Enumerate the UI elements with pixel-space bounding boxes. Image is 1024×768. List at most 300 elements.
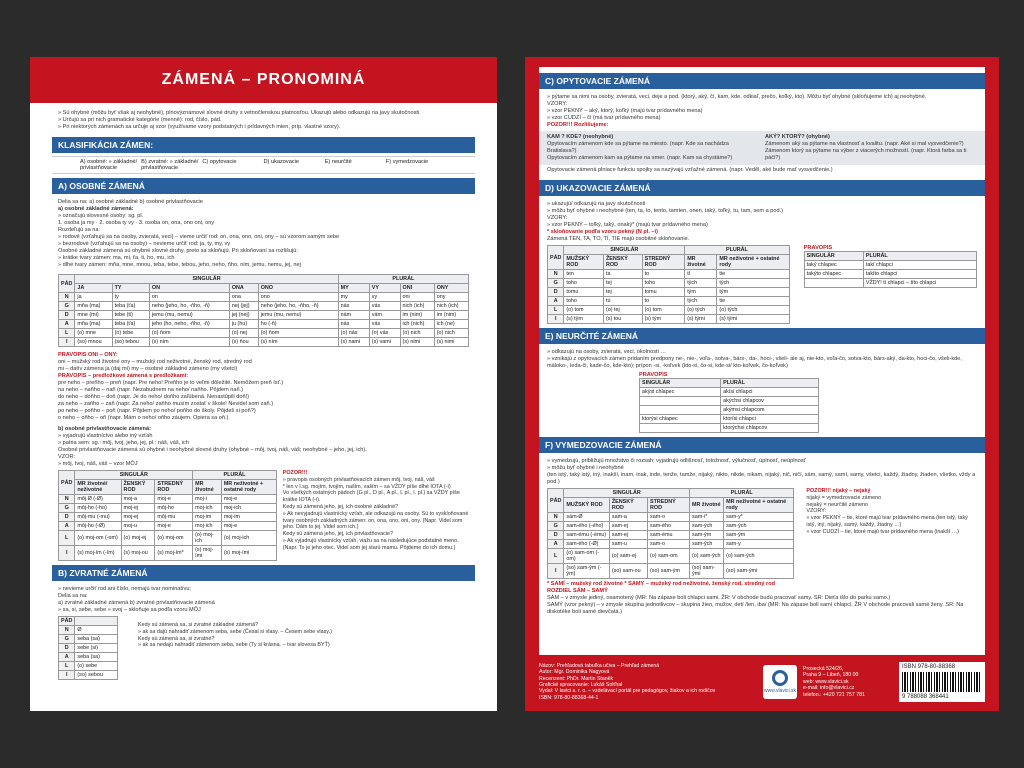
table-cell: on: [149, 293, 229, 302]
table-cell: sam-ej: [609, 522, 647, 531]
table-cell: (so) sam-ým: [648, 564, 690, 579]
table-cell: vy: [369, 293, 400, 302]
table-cell: jemu (mu, nemu): [149, 311, 229, 320]
ukazovacie-pravopis-table: [804, 251, 977, 288]
text-line: » označujú slovesné osoby: sg. pl.: [58, 213, 144, 219]
text-line: POZOR!!!: [282, 470, 308, 476]
text-line: » vzor CUDZÍ – čí (má tvar prídavného mena): [547, 115, 661, 121]
text-line: Zámená TEN, TA, TO, TÍ, TIE majú osobitné skloňovanie.: [547, 236, 690, 242]
section-heading-ukazovacie: D) UKAZOVACIE ZÁMENÁ: [539, 180, 985, 196]
table-cell: moj-e: [155, 495, 193, 504]
text-line: VZORY:: [547, 101, 568, 107]
table-cell: sam-y*: [724, 513, 794, 522]
text-line: Rozdeľujú sa na:: [58, 227, 101, 233]
table-cell: ta: [603, 270, 642, 279]
table-cell: tí: [685, 270, 717, 279]
group-header: PLURÁL: [685, 246, 789, 255]
header-cell: VY: [369, 284, 400, 293]
text-line: Praha 9 – Libeň, 180 00: [803, 672, 859, 679]
text-line: » môžu byť ohybné i neohybné: [547, 465, 624, 471]
opytovacie-body: [539, 92, 985, 131]
right-content: [539, 67, 985, 655]
table-row: [804, 270, 976, 279]
text-line: » ak sa dajú nahradiť zámenom seba, sebe (Česal si vlasy. – Česem sebe vlasy.): [138, 628, 332, 635]
header-cell: ONO: [258, 284, 338, 293]
text-line: » vzor CUDZÍ – tie, ktoré majú tvar prídavného mena (inakší …): [806, 528, 959, 535]
table-cell: sam-ých: [690, 522, 724, 531]
table-cell: ho (-ň): [258, 320, 338, 329]
header-cell: STREDNÝ ROD: [642, 255, 685, 270]
table-cell: sam-o: [648, 513, 690, 522]
text-line: nejaký = neurčité zámeno: [806, 501, 868, 508]
header-cell: MUŽSKÝ ROD: [564, 498, 610, 513]
table-cell: sam-i*: [690, 513, 724, 522]
text-line: a) zvratné základné zámená b) zvratné privlastňovacie zámená: [58, 600, 215, 606]
table-cell: ktorýsi chlapec: [640, 415, 721, 424]
ukazovacie-row: [539, 245, 985, 324]
compare-right: [765, 134, 977, 162]
case-cell: L: [548, 306, 564, 315]
left-page: [30, 57, 497, 711]
table-cell: moj-e: [155, 522, 193, 531]
vymedzovacie-side-notes: [800, 488, 977, 579]
table-cell: (o) sam-ej: [609, 549, 647, 564]
table-row: [548, 522, 794, 531]
table-cell: (o) moj-om (-om): [75, 531, 121, 546]
text-line: » vzor PEKNÝ – tie, ktoré majú tvar prídavného mena (ten istý, taký istý, iný, nijaký, samý, každý, žiadny …): [806, 515, 968, 528]
text-line: Opytovacím zámenom kde sa pýtame na miesto. (napr. Kde sa nachádza Bratislava?): [547, 141, 729, 154]
intro-line: » Určujú sa pri nich gramatické kategórie (menné): rod, číslo, pád.: [58, 117, 222, 123]
header-cell: PÁD: [548, 246, 564, 270]
table-cell: ona: [229, 293, 258, 302]
moj-declension-table: [58, 470, 277, 561]
table-cell: tých: [685, 297, 717, 306]
header-cell: MR životné: [690, 498, 724, 513]
table-cell: moj-ich: [221, 504, 276, 513]
table-cell: (o) sebe: [75, 662, 118, 671]
table-row: [59, 531, 277, 546]
table-cell: môj-ho (-ho): [75, 504, 121, 513]
barcode-icon: [902, 672, 982, 691]
case-cell: D: [59, 311, 75, 320]
text-line: VZORY:: [547, 215, 568, 221]
header-cell: ONI: [400, 284, 434, 293]
table-cell: (o) sam-ých: [724, 549, 794, 564]
table-cell: akýmsi chlapcom: [721, 406, 819, 415]
table-cell: akýsi chlapec: [640, 388, 721, 397]
text-line: o neho – oňho – oň (napr. Mám o neho/ oňho záujem. Opiera sa oň.): [58, 415, 229, 421]
text-line: b) osobné privlastňovacie zámená:: [58, 426, 151, 432]
table-cell: (o) vás: [369, 329, 400, 338]
text-line: mi – datív zámena ja (daj mi) my – osobné základné zámeno (my všetci): [58, 366, 238, 372]
logo-text: www.vlavici.sk: [764, 687, 796, 694]
table-cell: I: [59, 671, 75, 680]
table-row: [640, 415, 819, 424]
table-cell: (o) tebe: [112, 329, 149, 338]
header-cell: SINGULÁR: [804, 252, 863, 261]
text-line: KAM ? KDE? (neohybné): [547, 134, 614, 140]
table-row: [548, 513, 794, 522]
text-line: Zámenom ktorý sa pýtame na výber z viacerých možností. (napr. Ktorá farba sa ti páči?): [765, 148, 967, 161]
classification-heading: KLASIFIKÁCIA ZÁMEN:: [52, 137, 475, 153]
page-title: ZÁMENÁ – PRONOMINÁ: [30, 57, 497, 103]
text-line: Delia sa na: a) osobné základné b) osobné privlastňovacie: [58, 199, 203, 205]
header-cell: PÁD: [59, 471, 75, 495]
table-cell: (so) sebou: [75, 671, 118, 680]
header-cell: MR neživotné + ostatné rody: [717, 255, 789, 270]
table-row: [59, 644, 118, 653]
table-cell: (o) mne: [75, 329, 112, 338]
table-cell: neho (jeho, ho, -ňho, -ň): [149, 302, 229, 311]
text-line: Vydal: V lavici s. r. o. – vzdelávací portál pre pedagógov, žiakov a ich rodičov: [539, 688, 716, 695]
table-cell: toho: [564, 297, 604, 306]
text-line: ISBN: 978-80-88368-44-1: [539, 694, 599, 701]
text-line: e-mail: info@vlavici.cz: [803, 685, 855, 692]
table-cell: (o) sam-om (-om): [564, 549, 610, 564]
zvratne-table: [58, 616, 118, 680]
table-cell: ty: [112, 293, 149, 302]
table-cell: akýchsi chlapcov: [721, 397, 819, 406]
table-cell: A: [59, 653, 75, 662]
text-line: * skloňovanie podľa vzoru pekný (N pl. –í): [547, 229, 658, 235]
case-cell: I: [59, 546, 75, 561]
text-line: » patria sem: sg.: môj, tvoj, jeho, jej, pl.: náš, váš, ich: [58, 440, 189, 446]
group-header: SINGULÁR: [564, 489, 690, 498]
table-cell: môj-ho (-Ø): [75, 522, 121, 531]
table-cell: jej (nej): [229, 311, 258, 320]
text-line: Prosecká 524/26,: [803, 665, 844, 672]
table-row: [548, 531, 794, 540]
pozor-notes: [283, 470, 473, 561]
table-cell: L: [59, 662, 75, 671]
privlastnovacie-body: [30, 424, 497, 470]
opytovacie-closing: Opytovacie zámená plniace funkciu spojky sa nazývajú vzťažné zámená. (napr. Veděl, aké bude mať vysvedčenie.): [547, 167, 833, 173]
table-cell: jemu (mu, nemu): [258, 311, 338, 320]
header-cell: PLURÁL: [863, 252, 976, 261]
table-row: [548, 315, 790, 324]
table-cell: moj-ich: [193, 504, 222, 513]
table-cell: G: [59, 635, 75, 644]
table-cell: (o) moj-ej: [121, 531, 155, 546]
text-line: » vzor PEKNÝ – aký, ktorý, koľký (majú tvar prídavného mena): [547, 108, 703, 114]
table-cell: tých: [685, 279, 717, 288]
table-cell: (o) nej: [229, 329, 258, 338]
text-line: VZOR:: [58, 454, 76, 460]
table-cell: (o) tom: [642, 306, 685, 315]
group-header: PLURÁL: [338, 275, 468, 284]
group-header: PLURÁL: [193, 471, 277, 480]
table-cell: toho: [564, 279, 604, 288]
table-cell: (s) tým: [564, 315, 604, 324]
classification-item: C) opytovacie: [202, 159, 237, 165]
text-line: Recenzent: PhDr. Martin Staněk: [539, 675, 614, 682]
text-line: po neho – poňho – poň (napr. Pôjdem po neho/ poňho do školy. Pôjdeš si poň?): [58, 408, 256, 414]
table-cell: (so) mnou: [75, 338, 112, 347]
text-line: » vzor PEKNÝ – toľký, taký, onaký* (majú tvar prídavného mena): [547, 222, 708, 228]
table-cell: (o) tých: [717, 306, 789, 315]
pravopis-oni-ony: [30, 350, 497, 424]
table-cell: tej: [603, 279, 642, 288]
case-cell: N: [59, 293, 75, 302]
table-cell: taký chlapec: [804, 261, 863, 270]
text-line: Kedy sú zámená sa, si zvratné?: [138, 635, 215, 642]
table-cell: ono: [258, 293, 338, 302]
classification-item: B) zvratné: » základné/ privlastňovacie: [141, 159, 199, 171]
table-cell: ja: [75, 293, 112, 302]
header-cell: ONA: [229, 284, 258, 293]
logo-icon: [772, 670, 788, 686]
table-cell: (o) tej: [603, 306, 642, 315]
table-row: [804, 261, 976, 270]
text-line: Vo všetkých ostatných pádoch (G pl., D pl., A pl., L pl., I. pl.) sa VŽDY píše krátke IOTA (-i).: [282, 490, 460, 504]
header-cell: STREDNÝ ROD: [648, 498, 690, 513]
table-cell: VŽDY! tí chlapci – títo chlapci: [863, 279, 976, 288]
table-cell: neho (jeho, ho, -ňho, -ň): [258, 302, 338, 311]
group-header: SINGULÁR: [75, 275, 338, 284]
text-line: Kedy sú zámená sa, si zvratné základné zámená?: [138, 622, 259, 628]
vymedzovacie-row: [539, 488, 985, 579]
text-line: » rodové (vzťahujú sa na osoby, zvieratá, veci) – vieme určiť rod: on, ona, ono, oni, ony – sú vzorom samým sebe: [58, 234, 340, 240]
text-line: VZORY:: [806, 508, 827, 515]
ukazovacie-body: [539, 199, 985, 245]
table-cell: sam-ým: [724, 531, 794, 540]
table-row: [59, 495, 277, 504]
table-cell: moj-i: [193, 495, 222, 504]
case-cell: D: [59, 513, 75, 522]
vymedzovacie-bottom-notes: [539, 579, 985, 618]
text-line: Kedy sú zámená jeho, jej, ich osobné základné?: [282, 503, 399, 510]
table-cell: nej (jej): [229, 302, 258, 311]
table-cell: (o) nich: [400, 329, 434, 338]
table-cell: (s) tým: [642, 315, 685, 324]
header-cell: MR životné: [193, 480, 222, 495]
case-cell: N: [548, 513, 564, 522]
text-line: » vymedzujú, približujú množstvo či rozsah; vyjadrujú odlišnosť, totožnosť, výlučnosť, úplnosť, neúplnosť: [547, 458, 806, 464]
text-line: POZOR!!! Rozlišujeme:: [547, 122, 609, 128]
table-cell: moj-u: [121, 522, 155, 531]
table-cell: (o) nás: [338, 329, 369, 338]
table-row: [640, 388, 819, 397]
table-cell: môj-mu: [155, 513, 193, 522]
text-line: Kedy sú zámená jeho, jej, ich privlastňovacie?: [282, 531, 394, 538]
table-cell: moj-e: [221, 495, 276, 504]
table-row: [548, 306, 790, 315]
table-cell: (s) ním: [258, 338, 338, 347]
table-cell: moj-e: [221, 522, 276, 531]
text-line: ROZDIEL SÁM – SAMÝ: [547, 588, 608, 594]
table-cell: tú: [603, 297, 642, 306]
table-cell: moj-ej: [121, 504, 155, 513]
text-line: SAMÝ (vzor pekný) – v zmysle skupina jednotlivcov – skupina žien, mužov, detí /len, iba/ (MR: Na zápase boli samí chlapci. ŽR V obchode pracovali samé ženy. SR: Na diskotéke boli samé dievčatá.): [547, 602, 964, 615]
isbn-number: 9 788088 368441: [902, 693, 949, 700]
header-cell: MR neživotné + ostatné rody: [724, 498, 794, 513]
text-line: » odkazujú na osoby, zvieratá, veci, okolnosti …: [547, 349, 666, 355]
osobne-body: [30, 197, 497, 271]
text-line: » ak sa nedajú nahradiť zámenom seba, sebe (Ty si krásna. – tvar slovesa BYŤ): [138, 642, 330, 649]
table-cell: Ø: [75, 626, 118, 635]
table-row: [640, 397, 819, 406]
table-cell: (s) ním: [149, 338, 229, 347]
table-cell: teba (ťa): [112, 302, 149, 311]
table-cell: moj-ej: [121, 513, 155, 522]
table-cell: N: [59, 626, 75, 635]
table-row: [59, 338, 469, 347]
case-cell: I: [548, 315, 564, 324]
intro-line: » Pri niektorých zámenách sa určuje aj vzor (využívame vzory podstatných i prídavných mien, príp. vlastné vzory).: [58, 124, 341, 130]
table-cell: (o) moj-ich: [193, 531, 222, 546]
table-cell: sam-y: [724, 540, 794, 549]
table-cell: (s) ňou: [229, 338, 258, 347]
table-cell: (o) ňom: [149, 329, 229, 338]
text-line: 1. osoba ja my · 2. osoba ty vy · 3. osoba on, ona, ono oni, ony: [58, 220, 215, 226]
case-cell: L: [59, 531, 75, 546]
table-cell: (s) moj-ími: [221, 546, 276, 561]
header-cell: JA: [75, 284, 112, 293]
table-cell: ktorísi chlapci: [721, 415, 819, 424]
case-cell: G: [59, 302, 75, 311]
neurcite-pravopis: [539, 372, 985, 433]
table-cell: takí chlapci: [863, 261, 976, 270]
table-cell: toho: [642, 279, 685, 288]
table-cell: tým: [685, 288, 717, 297]
text-line: » vyjadrujú vlastníctvo alebo iný vzťah: [58, 433, 153, 439]
osobne-declension-table: [58, 274, 469, 347]
zvratne-notes: [124, 616, 473, 680]
table-cell: my: [338, 293, 369, 302]
table-row: [59, 504, 277, 513]
table-cell: ktorýchsi chlapcov: [721, 424, 819, 433]
table-cell: (so) sam-ým (-ým): [564, 564, 610, 579]
text-line: » krátke tvary zámen: ma, mi, ťa, ti, ho, mu, ich: [58, 255, 175, 261]
table-cell: nich (ich): [400, 302, 434, 311]
header-cell: MUŽSKÝ ROD: [564, 255, 604, 270]
table-cell: (s) nimi: [400, 338, 434, 347]
table-cell: (o) moj-om: [155, 531, 193, 546]
classification-item: A) osobné: » základné/ privlastňovacie: [80, 159, 138, 171]
table-cell: tým: [717, 288, 789, 297]
text-line: * len v I.sg. mojím, tvojím, naším, vaším – sa VŽDY píše dlhé IOTA (-í): [282, 483, 451, 490]
zvratne-row: [30, 616, 497, 680]
text-line: » sa, si, sebe, sebe » svoj – skloňuje sa podľa vzoru MÔJ: [58, 607, 201, 613]
table-row: [640, 406, 819, 415]
table-cell: môj Ø (-Ø): [75, 495, 121, 504]
table-cell: sam-a: [609, 513, 647, 522]
case-cell: A: [548, 540, 564, 549]
table-row: [59, 662, 118, 671]
text-line: na neho – naňho – naň (napr. Nezabudnem na neho/ naňho. Pôjdem naň.): [58, 387, 244, 393]
table-cell: (o) tom: [564, 306, 604, 315]
text-line: Osobné privlastňovacie zámená sú ohybné i neohybné slovné druhy (ohybné – môj, tvoj, náš, váš; neohybné – jeho, jej, ich).: [58, 447, 367, 453]
table-row: [59, 311, 469, 320]
publisher-logo: [763, 665, 797, 699]
header-cell: [75, 617, 118, 626]
section-heading-opytovacie: C) OPYTOVACIE ZÁMENÁ: [539, 73, 985, 89]
table-cell: tej: [603, 288, 642, 297]
table-cell: sam-ému: [648, 531, 690, 540]
text-line: » Ak vyjadrujú vlastnícky vzťah, viažu sa na nasledujúce podstatné meno. (Napr. To je jeho otec. Videl som jej starú mamu. Pôjdeme do ich domu.): [282, 537, 459, 551]
text-line: » pravopis osobných privlastňovacích zámen môj, tvoj, náš, váš: [282, 476, 435, 483]
section-heading-osobne: A) OSOBNÉ ZÁMENÁ: [52, 178, 475, 194]
table-cell: (s) moj-ou: [121, 546, 155, 561]
case-cell: D: [548, 531, 564, 540]
table-cell: tie: [717, 297, 789, 306]
table-cell: akísi chlapci: [721, 388, 819, 397]
group-header: SINGULÁR: [564, 246, 685, 255]
group-header: SINGULÁR: [75, 471, 193, 480]
table-cell: (o) sam-om: [648, 549, 690, 564]
case-cell: N: [548, 270, 564, 279]
table-cell: (so) sam-ými: [724, 564, 794, 579]
header-cell: PLURÁL: [721, 379, 819, 388]
table-cell: (s) nimi: [434, 338, 468, 347]
table-row: [548, 564, 794, 579]
table-cell: sám-Ø: [564, 513, 610, 522]
table-row: [59, 671, 118, 680]
table-cell: vám: [369, 311, 400, 320]
text-line: za neho – zaňho – zaň (napr. Za neho/ zaňho musím zostať v škole! Nevidel som zaň.): [58, 401, 274, 407]
section-heading-zvratne: B) ZVRATNÉ ZÁMENÁ: [52, 565, 475, 581]
classification-row: [52, 156, 475, 174]
case-cell: L: [59, 329, 75, 338]
text-line: Opytovacím zámenom kam sa pýtame na smer. (napr. Kam sa chystáme?): [547, 155, 733, 161]
table-row: [59, 293, 469, 302]
table-cell: (o) sam-ých: [690, 549, 724, 564]
table-row: [59, 320, 469, 329]
table-cell: sam-ých: [724, 522, 794, 531]
header-cell: ŽENSKÝ ROD: [609, 498, 647, 513]
text-line: Delia sa na:: [58, 593, 88, 599]
table-cell: [640, 406, 721, 415]
classification-item: D) ukazovacie: [263, 159, 299, 165]
table-cell: (s) moj-ími: [193, 546, 222, 561]
table-cell: mňa (ma): [75, 302, 112, 311]
table-cell: seba (sa): [75, 635, 118, 644]
neurcite-body: [539, 347, 985, 372]
text-line: Zámenom aký sa pýtame na vlastnosť a kvalitu. (napr. Aké si mal vysvedčenie?): [765, 141, 964, 147]
table-cell: moj-im: [221, 513, 276, 522]
table-cell: takíto chlapci: [863, 270, 976, 279]
text-line: web: www.vlavici.sk: [803, 678, 849, 685]
text-line: SÁM – v zmysle jediný, osamotený (MR: Na zápase boli chlapci sami. ŽR: V obchode budú pracovať samy. SR: Dieťa išlo do parku samo.): [547, 595, 891, 601]
table-cell: nich (ich): [434, 302, 468, 311]
table-cell: ju (hu): [229, 320, 258, 329]
text-line: » môj, tvoj, náš, váš – vzor MÔJ: [58, 461, 138, 467]
table-cell: [640, 424, 721, 433]
text-line: oni – mužský rod životné ony – mužský rod neživotné, ženský rod, stredný rod: [58, 359, 252, 365]
table-row: [59, 329, 469, 338]
table-cell: môj-mu (-mu): [75, 513, 121, 522]
text-line: » dlhé tvary zámen: mňa, mne, mnou, teba, tebe, tebou, jeho, neho, ňho, nim, jemu, nemu, jej, nej: [58, 262, 301, 268]
table-row: [59, 513, 277, 522]
text-line: PRAVOPIS ONI – ONY:: [58, 352, 118, 358]
text-line: POZOR!!! nijaký – nejaký: [806, 488, 871, 494]
table-row: [804, 279, 976, 288]
table-cell: nám: [338, 311, 369, 320]
table-cell: ich (ne): [434, 320, 468, 329]
table-row: [548, 279, 790, 288]
table-cell: sam-ého: [648, 522, 690, 531]
case-cell: D: [548, 288, 564, 297]
text-line: Názov: Prehľadová tabuľka učiva – Prehľad zámená: [539, 662, 660, 669]
text-line: » nevieme určiť rod ani číslo, nemajú tvar nominatívu;: [58, 586, 191, 592]
text-line: nijaký = vymedzovacie zámeno: [806, 494, 882, 501]
text-line: » ukazujú/ odkazujú na javy skutočnosti: [547, 201, 646, 207]
barcode: [899, 662, 985, 702]
case-cell: L: [548, 549, 564, 564]
table-cell: (s) nami: [338, 338, 369, 347]
opytovacie-compare: [539, 131, 985, 165]
text-line: pre neho – preňho – preň (napr. Pre neho! Preňho je to veľmi dôležité. Nemôžem preň ísť.): [58, 380, 284, 386]
